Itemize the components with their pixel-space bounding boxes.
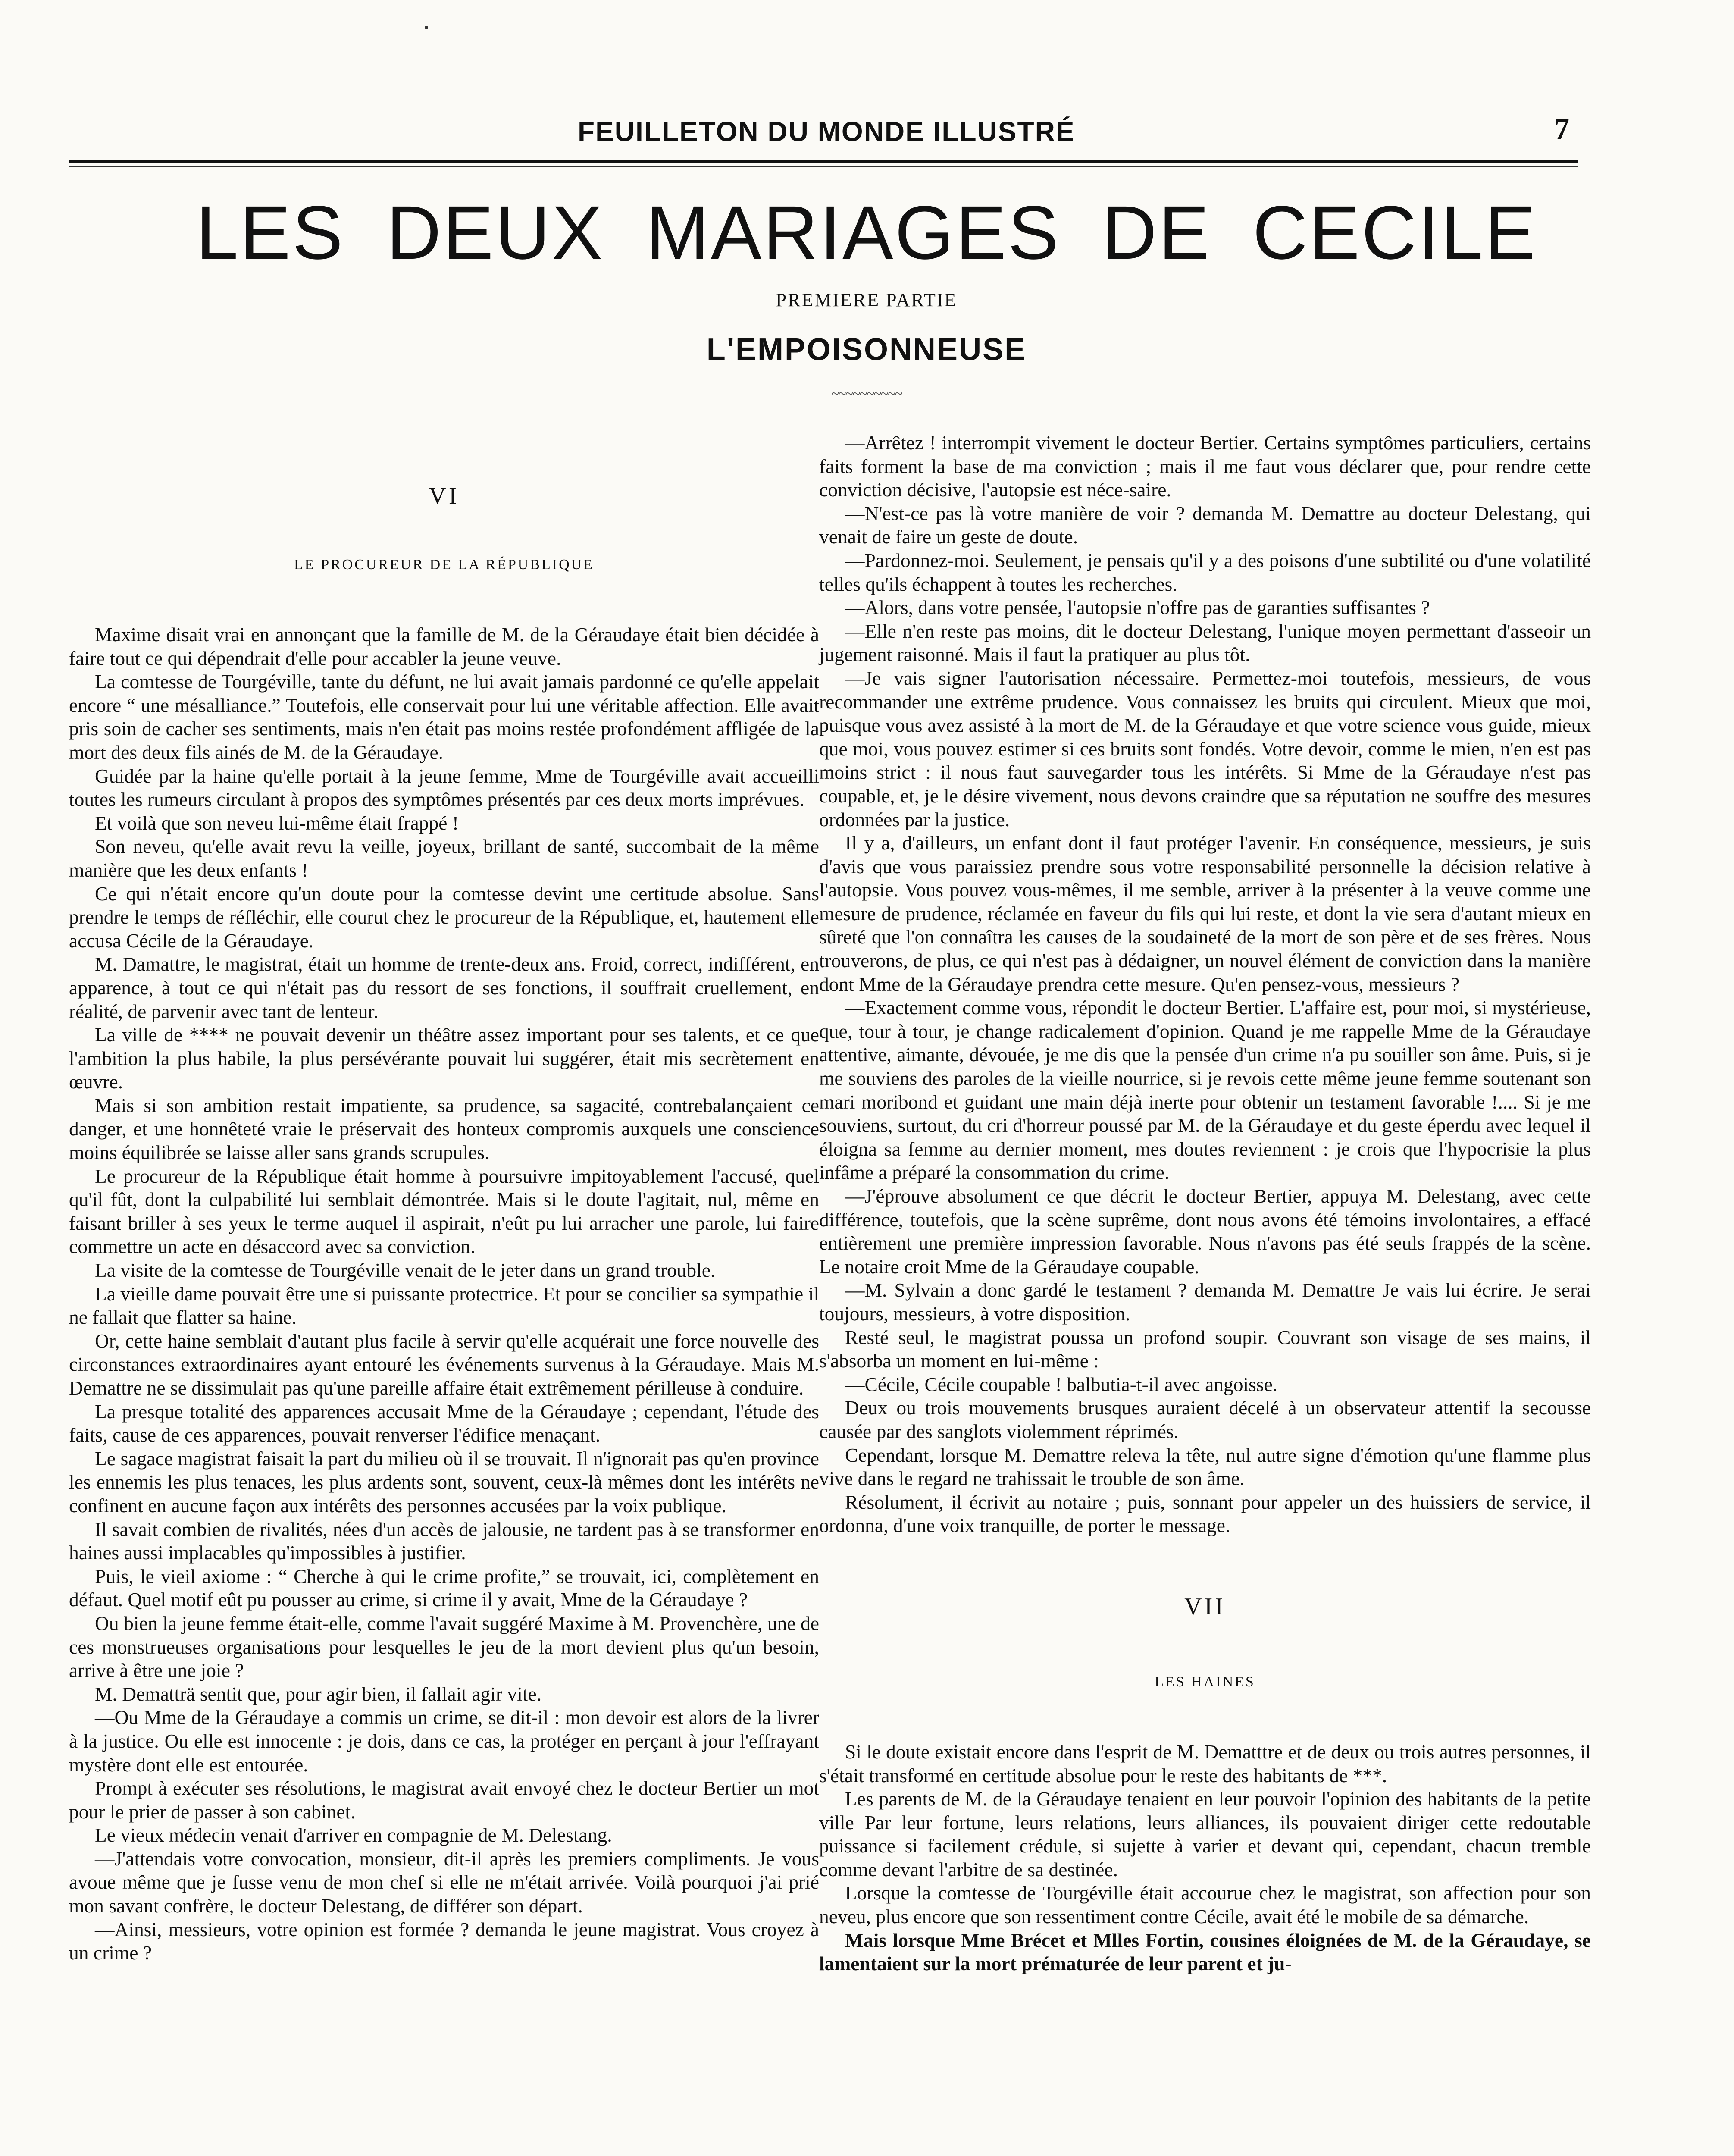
paragraph: Maxime disait vrai en annonçant que la famille de M. de la Géraudaye était bien décidée à faire tout ce qui dépendrait d'elle pour accabler la jeune veuve.	[69, 624, 819, 669]
paragraph: Cependant, lorsque M. Demattre releva la tête, nul autre signe d'émotion qu'une flamme plus vive dans le regard ne trahissait le trouble de son âme.	[819, 1444, 1591, 1490]
chapter-number: VI	[429, 483, 460, 509]
paragraph: Puis, le vieil axiome : “ Cherche à qui le crime profite,” se trouvait, ici, complètement en défaut. Quel motif eût pu pousser au crime, si crime il y avait, Mme de la Géraudaye ?	[69, 1565, 819, 1611]
header-rule-thin	[69, 166, 1578, 167]
header-rule	[69, 160, 1578, 163]
paragraph: Deux ou trois mouvements brusques auraient décelé à un observateur attentif la secousse causée par des sanglots violemment réprimés.	[819, 1397, 1591, 1442]
paragraph: Et voilà que son neveu lui-même était frappé !	[95, 812, 459, 834]
right-column-text-2	[819, 1740, 1591, 1976]
paragraph: La visite de la comtesse de Tourgéville venait de le jeter dans un grand trouble.	[95, 1259, 716, 1282]
paragraph: Résolument, il écrivit au notaire ; puis, sonnant pour appeler un des huissiers de service, il ordonna, d'une voix tranquille, de porter le message.	[819, 1491, 1591, 1537]
part-label: PREMIERE PARTIE	[776, 289, 958, 310]
paragraph: —Pardonnez-moi. Seulement, je pensais qu'il y a des poisons d'une subtilité ou d'une volatilité telles qu'ils échappent à toutes les recherches.	[819, 549, 1591, 595]
paragraph: —M. Sylvain a donc gardé le testament ? demanda M. Demattre Je vais lui écrire. Je serai toujours, messieurs, à votre disposition.	[819, 1279, 1591, 1325]
paragraph: —Je vais signer l'autorisation nécessaire. Permettez-moi toutefois, messieurs, de vous recommander une extrême prudence. Vous connaissez les bruits qui circulent. Mieux que moi, puisque vous avez assisté à la mort de M. de la Géraudaye et que votre science vous guide, mieux que moi, vous pouvez estimer si ces bruits sont fondés. Votre devoir, comme le mien, n'en est pas moins strict : il nous faut sauvegarder tous les intérêts. Si Mme de la Géraudaye n'est pas coupable, et, je le désire vivement, nous devons craindre que sa réputation ne souffre des mesures ordonnées par la justice.	[819, 667, 1591, 830]
paragraph: —J'attendais votre convocation, monsieur, dit-il après les premiers compliments. Je vous avoue même que je fusse venu de mon chef si elle ne m'était arrivée. Voilà pourquoi j'ai prié mon savant confrère, le docteur Delestang, de différer son départ.	[69, 1847, 819, 1917]
paragraph: Il y a, d'ailleurs, un enfant dont il faut protéger l'avenir. En conséquence, messieurs, je suis d'avis que vous paraissiez prendre sous votre responsabilité personnelle la décision relative à l'autopsie. Vous pouvez vous-mêmes, il me semble, arriver à la présenter à la veuve comme une mesure de prudence, réclamée en faveur du fils qui lui reste, et dont la vie sera d'autant mieux en sûreté que l'on connaîtra les causes de la soudaineté de la mort de son père et de ses frères. Nous trouverons, de plus, ce qui n'est pas à dédaigner, un nouvel élément de conviction dans la manière dont Mme de la Géraudaye prendra cette mesure. Qu'en pensez-vous, messieurs ?	[819, 832, 1591, 995]
right-column-text	[819, 431, 1591, 1538]
paragraph: M. Damattre, le magistrat, était un homme de trente-deux ans. Froid, correct, indifférent, en apparence, à tout ce qui n'était pas du ressort de ses fonctions, il souffrait cruellement, en réalité, de parvenir avec tant de lenteur.	[69, 953, 819, 1022]
paragraph: —N'est-ce pas là votre manière de voir ? demanda M. Demattre au docteur Delestang, qui venait de faire un geste de doute.	[819, 502, 1591, 548]
paragraph: —Ou Mme de la Géraudaye a commis un crime, se dit-il : mon devoir est alors de la livrer à la justice. Ou elle est innocente : je dois, dans ce cas, la protéger en perçant à jour l'effrayant mystère dont elle est entourée.	[69, 1706, 819, 1776]
paragraph: Les parents de M. de la Géraudaye tenaient en leur pouvoir l'opinion des habitants de la petite ville Par leur fortune, leurs relations, leurs alliances, ils pouvaient diriger cette redoutable puissance si facilement crédule, si sujette à varier et devant qui, cependant, chacun tremble comme devant l'arbitre de sa destinée.	[819, 1788, 1591, 1880]
paragraph: Resté seul, le magistrat poussa un profond soupir. Couvrant son visage de ses mains, il s'absorba un moment en lui-même :	[819, 1326, 1591, 1372]
paragraph: Prompt à exécuter ses résolutions, le magistrat avait envoyé chez le docteur Bertier un mot pour le prier de passer à son cabinet.	[69, 1777, 819, 1823]
paragraph: Ou bien la jeune femme était-elle, comme l'avait suggéré Maxime à M. Provenchère, une de ces monstrueuses organisations pour lesquelles le jeu de la mort devient plus qu'un besoin, arrive à être une joie ?	[69, 1612, 819, 1682]
paragraph: Le sagace magistrat faisait la part du milieu où il se trouvait. Il n'ignorait pas qu'en province les ennemis les plus tenaces, les plus ardents sont, souvent, ceux-là mêmes dont les intérêts ne confinent en aucune façon aux intérêts des personnes accusées par la voix publique.	[69, 1447, 819, 1517]
paragraph: Si le doute existait encore dans l'esprit de M. Dematttre et de deux ou trois autres personnes, il s'était transformé en certitude absolue pour le reste des habitants de ***.	[819, 1740, 1591, 1786]
paragraph: —Cécile, Cécile coupable ! balbutia-t-il avec angoisse.	[845, 1373, 1278, 1395]
ornament-divider: ~~~~~~~~~~	[831, 386, 902, 402]
paragraph: La comtesse de Tourgéville, tante du défunt, ne lui avait jamais pardonné ce qu'elle appelait encore “ une mésalliance.” Toutefois, elle conservait pour lui une véritable affection. Elle avait pris soin de cacher ses sentiments, mais n'en était pas moins restée profondément affligée de la mort des deux fils ainés de M. de la Géraudaye.	[69, 671, 819, 763]
paragraph: —Elle n'en reste pas moins, dit le docteur Delestang, l'unique moyen permettant d'asseoir un jugement raisonné. Mais il faut la pratiquer au plus tôt.	[819, 620, 1591, 666]
chapter-number: VII	[1184, 1593, 1226, 1620]
paragraph: Son neveu, qu'elle avait revu la veille, joyeux, brillant de santé, succombait de la même manière que les deux enfants !	[69, 835, 819, 881]
article-subtitle: L'EMPOISONNEUSE	[706, 332, 1027, 367]
paragraph: —Exactement comme vous, répondit le docteur Bertier. L'affaire est, pour moi, si mystérieuse, que, tour à tour, je change radicalement d'opinion. Quand je me rappelle Mme de la Géraudaye attentive, aimante, dévouée, je me dis que la pensée d'un crime n'a pu souiller son âme. Puis, si je me souviens des paroles de la vieille nourrice, si je revois cette même jeune femme soutenant son mari moribond et guidant une main déjà inerte pour obtenir un testament favorable !.... Si je me souviens, surtout, du cri d'horreur poussé par M. de la Géraudaye et du geste éperdu avec lequel il éloigna sa femme au dernier moment, mes doutes reviennent : je crois que l'hypocrisie la plus infâme a préparé la consommation du crime.	[819, 997, 1591, 1184]
page-number: 7	[1554, 113, 1569, 146]
paragraph: Ce qui n'était encore qu'un doute pour la comtesse devint une certitude absolue. Sans prendre le temps de réfléchir, elle courut chez le procureur de la République, et, hautement elle accusa Cécile de la Géraudaye.	[69, 882, 819, 952]
paragraph: Or, cette haine semblait d'autant plus facile à servir qu'elle acquérait une force nouvelle des circonstances extraordinaires ayant entouré les événements survenus à la Géraudaye. Mais M. Demattre ne se dissimulait pas qu'une pareille affaire était extrêmement périlleuse à conduire.	[69, 1329, 819, 1399]
left-column-text	[69, 623, 819, 1965]
paragraph: Mais si son ambition restait impatiente, sa prudence, sa sagacité, contrebalançaient ce danger, et une honnêteté vraie le préservait des honteux compromis auxquels une conscience moins équilibrée se laisse aller sans grands scrupules.	[69, 1094, 819, 1164]
article-title: LES DEUX MARIAGES DE CECILE	[196, 191, 1537, 275]
paragraph: Le procureur de la République était homme à poursuivre impitoyablement l'accusé, quel qu'il fût, dont la culpabilité lui semblait démontrée. Mais si le doute l'agitait, nul, même en faisant briller à ses yeux le terme auquel il aspirait, n'eût pu lui arracher une parole, lui faire commettre un acte en désaccord avec sa conviction.	[69, 1165, 819, 1258]
chapter-title: LES HAINES	[1155, 1673, 1255, 1690]
paragraph: La vieille dame pouvait être une si puissante protectrice. Et pour se concilier sa sympathie il ne fallait que flatter sa haine.	[69, 1282, 819, 1329]
paragraph: —J'éprouve absolument ce que décrit le docteur Bertier, appuya M. Delestang, avec cette différence, toutefois, que la scène suprême, dont nous avons été témoins involontaires, a effacé entièrement une première impression favorable. Nous n'avons pas été seuls frappés de la scène. Le notaire croit Mme de la Géraudaye coupable.	[819, 1185, 1591, 1278]
paragraph: —Alors, dans votre pensée, l'autopsie n'offre pas de garanties suffisantes ?	[845, 596, 1430, 619]
paragraph: —Ainsi, messieurs, votre opinion est formée ? demanda le jeune magistrat. Vous croyez à un crime ?	[69, 1918, 819, 1964]
left-column	[69, 431, 819, 1965]
paragraph: Guidée par la haine qu'elle portait à la jeune femme, Mme de Tourgéville avait accueilli toutes les rumeurs circulant à propos des symptômes présentés par ces deux morts imprévues.	[69, 765, 819, 811]
paragraph: Il savait combien de rivalités, nées d'un accès de jalousie, ne tardent pas à se transformer en haines aussi implacables qu'impossibles à justifier.	[69, 1518, 819, 1564]
print-speck	[425, 26, 428, 29]
chapter-title: LE PROCUREUR DE LA RÉPUBLIQUE	[294, 557, 594, 573]
paragraph: La presque totalité des apparences accusait Mme de la Géraudaye ; cependant, l'étude des faits, cause de ces apparences, pouvait renverser l'édifice menaçant.	[69, 1400, 819, 1446]
paragraph: Lorsque la comtesse de Tourgéville était accourue chez le magistrat, son affection pour son neveu, plus encore que son ressentiment contre Cécile, avait été le mobile de sa démarche.	[819, 1882, 1591, 1928]
paragraph: La ville de **** ne pouvait devenir un théâtre assez important pour ses talents, et ce que l'ambition la plus habile, la plus persévérante pouvait lui suggérer, était mis secrètement en œuvre.	[69, 1024, 819, 1093]
paragraph: M. Dematträ sentit que, pour agir bien, il fallait agir vite.	[95, 1683, 542, 1705]
paragraph: Mais lorsque Mme Brécet et Mlles Fortin, cousines éloignées de M. de la Géraudaye, se lamentaient sur la mort prématurée de leur parent et ju-	[819, 1929, 1591, 1975]
paragraph: Le vieux médecin venait d'arriver en compagnie de M. Delestang.	[95, 1824, 612, 1846]
running-header: FEUILLETON DU MONDE ILLUSTRÉ	[578, 116, 1075, 147]
right-column	[819, 431, 1591, 1976]
paragraph: —Arrêtez ! interrompit vivement le docteur Bertier. Certains symptômes particuliers, certains faits forment la base de ma conviction ; mais il me faut vous déclarer que, pour rendre cette conviction décisive, l'autopsie est néce-saire.	[819, 432, 1591, 501]
